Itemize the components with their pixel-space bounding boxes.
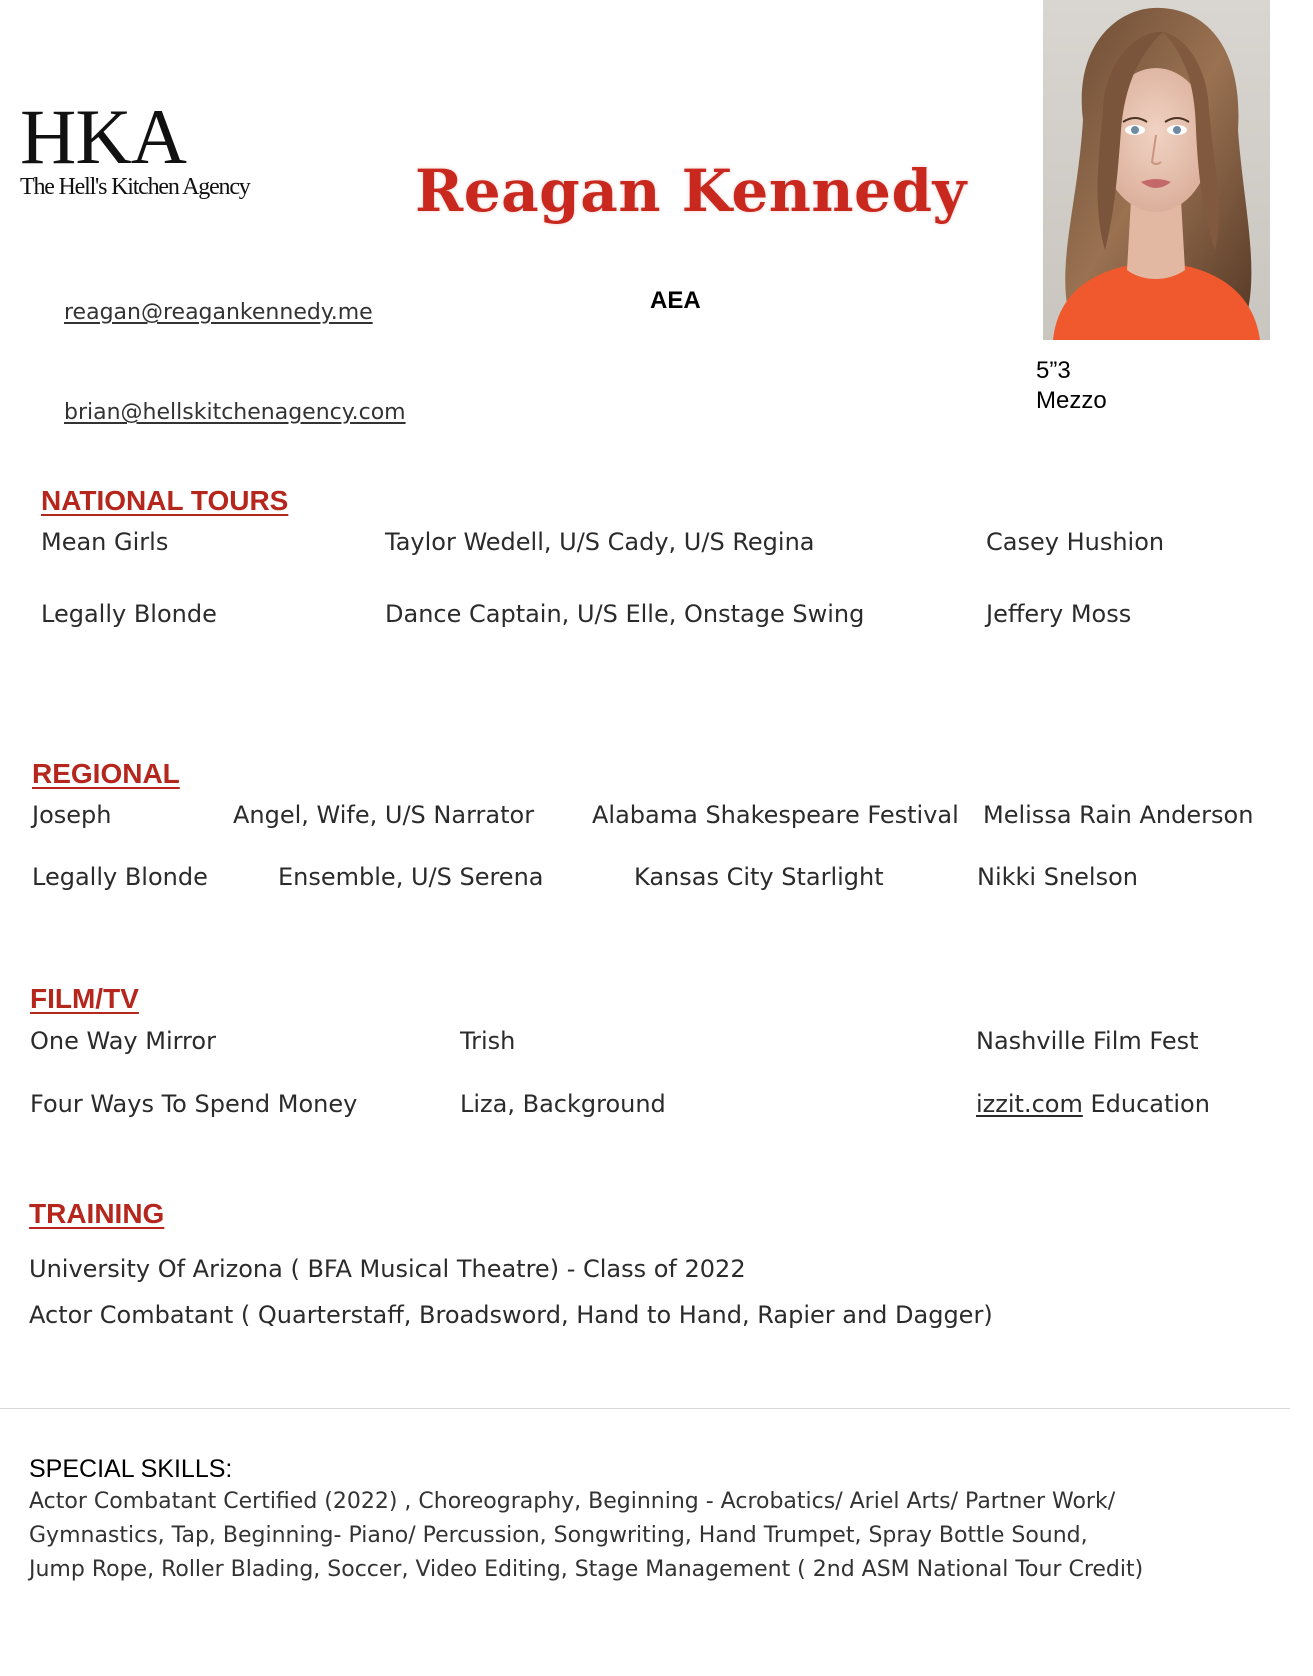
- regional-venue: Kansas City Starlight: [634, 863, 884, 891]
- national-tours-heading: NATIONAL TOURS: [41, 485, 289, 516]
- film-title: Four Ways To Spend Money: [30, 1090, 358, 1118]
- training-heading: TRAINING: [29, 1198, 165, 1229]
- agency-logo-mark: HKA: [20, 93, 186, 180]
- regional-role: Ensemble, U/S Serena: [278, 863, 544, 891]
- film-role: Liza, Background: [460, 1090, 666, 1118]
- tour-show: Legally Blonde: [41, 600, 217, 628]
- agency-logo-name: The Hell's Kitchen Agency: [20, 174, 250, 200]
- special-skills-text: Actor Combatant Certified (2022) , Choreography, Beginning - Acrobatics/ Ariel Arts/ Partner Work/ Gymnastics, Tap, Beginning- Piano/ Percussion, Songwriting, Hand Trumpet, Spray Bottle Sound, Jump Rope, Roller Blading, Soccer, Video Editing, Stage Management ( 2nd ASM National Tour Credit): [29, 1489, 1144, 1582]
- performer-name: Reagan Kennedy: [415, 157, 967, 225]
- email-agent-link[interactable]: brian@hellskitchenagency.com: [64, 400, 406, 425]
- film-company: [976, 1029, 1199, 1053]
- voice-type-stat: Mezzo: [1036, 387, 1107, 414]
- film-company: [976, 1092, 1210, 1116]
- height-stat: 5”3: [1036, 357, 1071, 384]
- regional-heading: REGIONAL: [32, 758, 180, 789]
- email-personal-link[interactable]: reagan@reagankennedy.me: [64, 300, 373, 325]
- regional-show: Legally Blonde: [32, 863, 208, 891]
- regional-show: Joseph: [32, 801, 112, 829]
- training-line: University Of Arizona ( BFA Musical Theatre) - Class of 2022: [29, 1255, 746, 1283]
- regional-director: Melissa Rain Anderson: [983, 801, 1254, 829]
- training-line: Actor Combatant ( Quarterstaff, Broadsword, Hand to Hand, Rapier and Dagger): [29, 1301, 993, 1329]
- regional-role: Angel, Wife, U/S Narrator: [233, 801, 535, 829]
- regional-venue: Alabama Shakespeare Festival: [592, 801, 959, 829]
- tour-role: Dance Captain, U/S Elle, Onstage Swing: [385, 600, 865, 628]
- film-company-link[interactable]: izzit.com: [976, 1090, 1083, 1118]
- special-skills-heading: SPECIAL SKILLS:: [29, 1455, 233, 1483]
- performer-stats: [1036, 356, 1107, 416]
- tour-director: Jeffery Moss: [986, 600, 1132, 628]
- film-role: Trish: [460, 1027, 516, 1055]
- film-company-text: Education: [1082, 1090, 1210, 1118]
- tour-director: Casey Hushion: [986, 528, 1165, 556]
- film-company-text: Nashville Film Fest: [976, 1027, 1199, 1055]
- tour-role: Taylor Wedell, U/S Cady, U/S Regina: [385, 528, 815, 556]
- section-divider: [0, 1408, 1290, 1409]
- film-title: One Way Mirror: [30, 1027, 216, 1055]
- tour-show: Mean Girls: [41, 528, 169, 556]
- film-tv-heading: FILM/TV: [30, 983, 139, 1014]
- headshot-photo: [1043, 0, 1270, 340]
- union-affiliation: AEA: [650, 287, 701, 314]
- regional-director: Nikki Snelson: [977, 863, 1138, 891]
